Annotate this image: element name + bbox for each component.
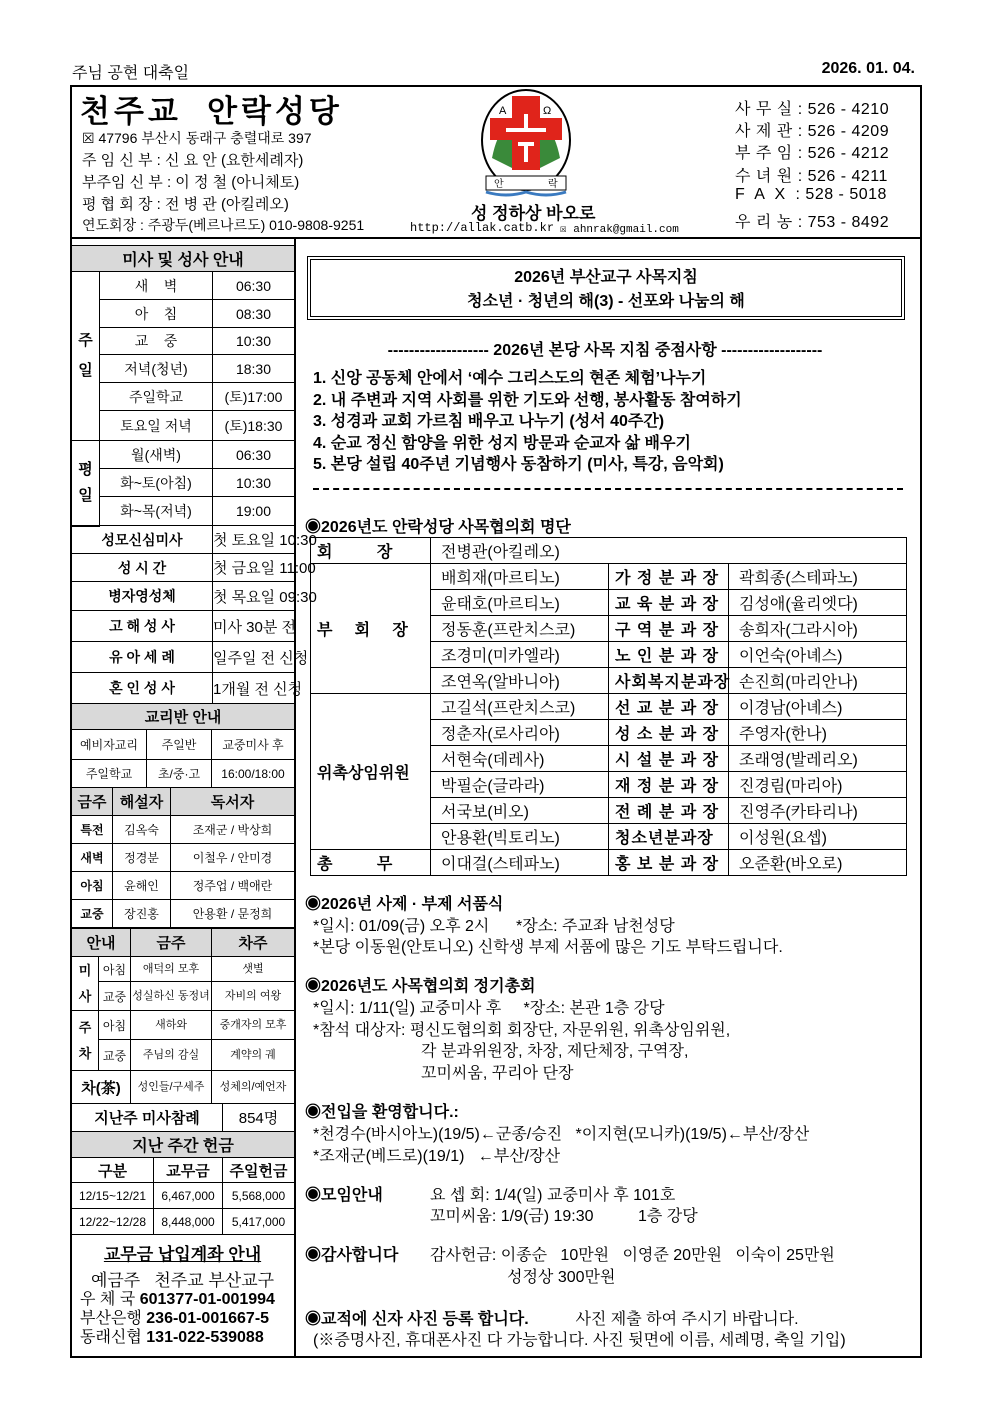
sacrament-time: 첫 토요일 10:30 — [213, 526, 295, 554]
alumni-president: 연도회장 : 주광두(베르나르도) 010-9808-9251 — [82, 217, 365, 233]
mass-row — [72, 497, 295, 526]
cell: 아침 — [72, 872, 113, 900]
website-link[interactable]: http://allak.catb.kr — [410, 221, 555, 235]
focus-item: 5. 본당 설립 40주년 기념행사 동참하기 (미사, 특강, 음악회) — [313, 456, 724, 473]
svg-text:안: 안 — [494, 179, 504, 190]
bank-account — [80, 1328, 294, 1347]
offering-title: 지난 주간 헌금 — [72, 1132, 295, 1158]
account-number: 131-022-539088 — [146, 1329, 264, 1346]
cell: 김옥숙 — [113, 816, 171, 844]
bank-account — [80, 1309, 294, 1328]
tea-row — [72, 1071, 295, 1104]
department: 재 정 분 과 장 — [609, 772, 729, 798]
cell: 초/중·고 — [147, 760, 212, 788]
department: 시 설 분 과 장 — [609, 746, 729, 772]
sacrament-row — [72, 673, 295, 704]
account-number: 601377-01-001994 — [139, 1291, 275, 1308]
department: 교 육 분 과 장 — [609, 590, 729, 616]
offering-title-row — [72, 1132, 295, 1158]
mass-time: 06:30 — [213, 441, 295, 469]
table-row — [72, 1011, 295, 1040]
cell: 회 장 — [311, 538, 431, 564]
mass-time: 06:30 — [213, 272, 295, 300]
cell: 안내 — [72, 929, 131, 957]
department-head: 이경남(아녜스) — [729, 694, 907, 720]
cell: 5,417,000 — [223, 1209, 295, 1235]
header-divider — [70, 237, 922, 239]
mass-time: 18:30 — [213, 355, 295, 383]
guideline-theme: 청소년 · 청년의 해(3) - 선포와 나눔의 해 — [467, 293, 745, 310]
cell: 교중 — [72, 900, 113, 928]
bank-name: 부산은행 — [80, 1310, 142, 1327]
attendance-label: 지난주 미사참례 — [72, 1104, 223, 1132]
cell: 정동훈(프란치스코) — [431, 616, 609, 642]
cell: 서현숙(데레사) — [431, 746, 609, 772]
cell: 안용환(빅토리노) — [431, 824, 609, 850]
mass-header-row — [72, 246, 295, 272]
cell: 서국보(비오) — [431, 798, 609, 824]
attendance-row — [72, 1104, 295, 1132]
hymns-header-row — [72, 929, 295, 957]
sacrament-name: 고 해 성 사 — [72, 611, 213, 642]
cell: 샛별 — [212, 957, 295, 982]
cell: 12/22~12/28 — [72, 1209, 154, 1235]
notice-title: ◉교적에 신자 사진 등록 합니다. — [305, 1311, 529, 1328]
department: 전 례 분 과 장 — [609, 798, 729, 824]
mass-row — [72, 441, 295, 469]
notice-line: 감사헌금: 이종순 10만원 이영준 20만원 이숙이 25만원 — [430, 1247, 835, 1264]
department-head: 주영자(한나) — [729, 720, 907, 746]
notice-line: *조재군(베드로)(19/1) ←부산/장산 — [313, 1148, 561, 1165]
cell: 차(茶) — [72, 1071, 131, 1104]
cell: 미 사 — [72, 957, 99, 1011]
department-head: 곽희종(스테파노) — [729, 564, 907, 590]
notice-line: 사진 제출 하여 주시기 바랍니다. — [571, 1311, 799, 1328]
offering-row — [72, 1183, 295, 1209]
mass-row — [72, 469, 295, 497]
contact-office: 사 무 실 : 526 - 4210 — [735, 101, 890, 118]
contact-fax: F A X : 528 - 5018 — [735, 186, 887, 203]
cell: 아침 — [99, 1011, 131, 1040]
cell: 장진홍 — [113, 900, 171, 928]
cell: 주일반 — [147, 730, 212, 760]
cell: 5,568,000 — [223, 1183, 295, 1209]
cell: 8,448,000 — [154, 1209, 223, 1235]
department-head: 손진희(마리안나) — [729, 668, 907, 694]
department-head: 송희자(그라시아) — [729, 616, 907, 642]
cell: 아침 — [99, 957, 131, 982]
cell: 독서자 — [171, 788, 295, 816]
svg-text:A: A — [499, 105, 507, 117]
department: 노 인 분 과 장 — [609, 642, 729, 668]
diocese-guideline-box — [307, 256, 905, 320]
table-row — [72, 730, 295, 760]
focus-item: 1. 신앙 공동체 안에서 ‘예수 그리스도의 현존 체험’나누기 — [313, 370, 707, 387]
table-row — [72, 1158, 295, 1183]
mass-time: 08:30 — [213, 300, 295, 328]
notice-line: 꼬미씨움, 꾸리아 단장 — [421, 1065, 574, 1082]
notice-line: *일시: 01/09(금) 오후 2시 *장소: 주교좌 남천성당 — [313, 918, 675, 935]
contact-rectory: 사 제 관 : 526 - 4209 — [735, 123, 890, 140]
department-head: 김성애(율리엣다) — [729, 590, 907, 616]
department-head: 진영주(카타리나) — [729, 798, 907, 824]
cell: 중개자의 모후 — [212, 1011, 295, 1040]
contact-assistant: 부 주 임 : 526 - 4212 — [735, 145, 890, 162]
mass-schedule-table — [71, 245, 317, 704]
cell: 주 차 — [72, 1011, 99, 1071]
mass-name: 새 벽 — [100, 272, 213, 300]
table-row — [72, 844, 295, 872]
cell: 교무금 — [154, 1158, 223, 1183]
sacrament-time: 1개월 전 신청 — [213, 673, 295, 704]
mass-time: 10:30 — [213, 328, 295, 355]
notice-line: *본당 이동원(안토니오) 신학생 부제 서품에 많은 기도 부탁드립니다. — [313, 939, 783, 956]
feast-name: 주님 공현 대축일 — [72, 65, 190, 82]
mass-row — [72, 272, 295, 300]
department: 가 정 분 과 장 — [609, 564, 729, 590]
cell: 정주업 / 백애란 — [171, 872, 295, 900]
account-holder: 예금주 천주교 부산교구 — [90, 1271, 275, 1290]
catechism-title: 교리반 안내 — [72, 704, 295, 730]
church-name: 천주교 안락성당 — [80, 94, 343, 129]
mass-time: (토)17:00 — [213, 383, 295, 411]
focus-list — [313, 368, 742, 476]
readers-header-row — [72, 788, 295, 816]
cell: 교중 — [99, 1040, 131, 1071]
cell: 구분 — [72, 1158, 154, 1183]
cell: 조재군 / 박상희 — [171, 816, 295, 844]
assistant-pastor: 부주임 신 부 : 이 정 철 (아니체토) — [82, 174, 300, 191]
department: 성 소 분 과 장 — [609, 720, 729, 746]
cell: 주일학교 — [72, 760, 147, 788]
department-head: 이언숙(아녜스) — [729, 642, 907, 668]
svg-text:Ω: Ω — [543, 105, 552, 117]
notice-title: ◉2026년도 사목협의회 정기총회 — [305, 978, 536, 995]
svg-text:락: 락 — [548, 179, 558, 190]
sacrament-row — [72, 611, 295, 642]
cell: 조연옥(알바니아) — [431, 668, 609, 694]
cell: 박필순(글라라) — [431, 772, 609, 798]
sacrament-row — [72, 582, 295, 611]
sacrament-time: 미사 30분 전 — [213, 611, 295, 642]
cell: 총 무 — [311, 850, 431, 876]
bulletin-date: 2026. 01. 04. — [821, 60, 915, 77]
bank-accounts — [80, 1290, 294, 1347]
council-row — [311, 694, 907, 720]
mass-time: 10:30 — [213, 469, 295, 497]
mass-name: 토요일 저녁 — [100, 411, 213, 441]
sacrament-name: 병자영성체 — [72, 582, 213, 611]
mass-name: 월(새벽) — [100, 441, 213, 469]
offering-row — [72, 1209, 295, 1235]
cell: 6,467,000 — [154, 1183, 223, 1209]
cell: 배희재(마르티노) — [431, 564, 609, 590]
table-row — [72, 957, 295, 982]
cell: 16:00/18:00 — [212, 760, 295, 788]
mass-row — [72, 411, 295, 441]
contact-urinong: 우 리 농 : 753 - 8492 — [735, 214, 890, 231]
cell: 안용환 / 문정희 — [171, 900, 295, 928]
cell: 이대걸(스테파노) — [431, 850, 609, 876]
focus-item: 4. 순교 정신 함양을 위한 성지 방문과 순교자 삶 배우기 — [313, 434, 691, 452]
email-link[interactable]: ☒ ahnrak@gmail.com — [560, 224, 679, 236]
bank-name: 동래신협 — [80, 1329, 142, 1346]
cell: 자비의 여왕 — [212, 982, 295, 1011]
notice-line: 각 분과위원장, 차장, 제단체장, 구역장, — [421, 1043, 689, 1060]
cell: 성체의/예언자 — [212, 1071, 295, 1104]
mass-name: 화~목(저녁) — [100, 497, 213, 526]
council-row — [311, 850, 907, 876]
readers-table — [71, 787, 295, 928]
cell: 특전 — [72, 816, 113, 844]
notice-title: ◉감사합니다 — [305, 1247, 399, 1264]
mass-row — [72, 383, 295, 411]
cell: 교중미사 후 — [212, 730, 295, 760]
cell: 계약의 궤 — [212, 1040, 295, 1071]
mass-row — [72, 300, 295, 328]
attendance-value: 854명 — [223, 1104, 295, 1132]
cell: 애덕의 모후 — [131, 957, 212, 982]
address: ☒ 47796 부산시 동래구 충렬대로 397 — [82, 130, 312, 146]
notice-line: 꼬미씨움: 1/9(금) 19:30 1층 강당 — [430, 1208, 698, 1225]
department-head: 조래영(발레리오) — [729, 746, 907, 772]
catechism-header-row — [72, 704, 295, 730]
account-number: 236-01-001667-5 — [146, 1310, 270, 1327]
department: 구 역 분 과 장 — [609, 616, 729, 642]
cell: 주일헌금 — [223, 1158, 295, 1183]
table-row — [72, 982, 295, 1011]
cell: 정경분 — [113, 844, 171, 872]
cell: 금주 — [131, 929, 212, 957]
mass-time: 19:00 — [213, 497, 295, 526]
mass-row — [72, 355, 295, 383]
department-head: 진경림(마리아) — [729, 772, 907, 798]
focus-heading: ------------------- 2026년 본당 사목 지침 중점사항 ------------------- — [387, 342, 823, 359]
cell: 예비자교리 — [72, 730, 147, 760]
notice-title: ◉모임안내 — [305, 1187, 383, 1204]
dashed-divider — [313, 488, 903, 490]
church-logo — [478, 88, 574, 200]
cell: 이철우 / 안미경 — [171, 844, 295, 872]
mass-name: 저녁(청년) — [100, 355, 213, 383]
department: 선 교 분 과 장 — [609, 694, 729, 720]
cell: 새하와 — [131, 1011, 212, 1040]
cell: 교중 — [99, 982, 131, 1011]
patron-saint: 성 정하상 바오로 — [471, 204, 596, 223]
notice-line: *천경수(바시아노)(19/5)←군종/승진 *이지현(모니카)(19/5)←부산/장산 — [313, 1126, 810, 1143]
sacrament-row — [72, 526, 295, 554]
sacrament-name: 성 시 간 — [72, 554, 213, 582]
cell: 윤태호(마르티노) — [431, 590, 609, 616]
cell: 주님의 감실 — [131, 1040, 212, 1071]
cell: 부 회 장 — [311, 564, 431, 694]
table-row — [72, 816, 295, 844]
focus-item: 2. 내 주변과 지역 사회를 위한 기도와 선행, 봉사활동 참여하기 — [313, 391, 742, 409]
cell: 해설자 — [113, 788, 171, 816]
council-row — [311, 564, 907, 590]
table-row — [72, 760, 295, 788]
cell: 성인들/구세주 — [131, 1071, 212, 1104]
sacrament-name: 유 아 세 례 — [72, 642, 213, 673]
sacrament-name: 성모신심미사 — [72, 526, 213, 554]
cell: 조경미(미카엘라) — [431, 642, 609, 668]
council-table — [310, 537, 907, 876]
cell: 전병관(아킬레오) — [431, 538, 907, 564]
catechism-table — [71, 703, 295, 788]
focus-item: 3. 성경과 교회 가르침 배우고 나누기 (성서 40주간) — [313, 413, 665, 430]
mass-row — [72, 328, 295, 355]
council-president: 평 협 회 장 : 전 병 관 (아킬레오) — [82, 196, 289, 213]
notice-title: ◉2026년 사제 · 부제 서품식 — [305, 896, 504, 913]
department: 사회복지분과장 — [609, 668, 729, 694]
sunday-label: 주 일 — [72, 272, 100, 441]
council-title: ◉2026년도 안락성당 사목협의회 명단 — [305, 519, 571, 536]
cell: 윤해인 — [113, 872, 171, 900]
notice-line: 성정상 300만원 — [507, 1269, 616, 1286]
department: 홍 보 분 과 장 — [609, 850, 729, 876]
notice-line: (※증명사진, 휴대폰사진 다 가능합니다. 사진 뒷면에 이름, 세례명, 축일 기입) — [313, 1332, 846, 1349]
notice-title: ◉전입을 환영합니다.: — [305, 1104, 459, 1121]
sacrament-time: 첫 목요일 09:30 — [213, 582, 295, 611]
hymns-table — [71, 928, 295, 1104]
cell: 위촉상임위원 — [311, 694, 431, 850]
mass-time: (토)18:30 — [213, 411, 295, 441]
pastor: 주 임 신 부 : 신 요 안 (요한세례자) — [82, 152, 304, 169]
department: 청소년분과장 — [609, 824, 729, 850]
notice-line: *참석 대상자: 평신도협의회 회장단, 자문위원, 위촉상임위원, — [313, 1022, 731, 1039]
mass-name: 주일학교 — [100, 383, 213, 411]
council-row — [311, 538, 907, 564]
mass-title: 미사 및 성사 안내 — [72, 246, 295, 272]
sacrament-row — [72, 642, 295, 673]
sacrament-time: 일주일 전 신청 — [213, 642, 295, 673]
cell: 성실하신 동정녀 — [131, 982, 212, 1011]
cell: 정춘자(로사리아) — [431, 720, 609, 746]
table-row — [72, 1040, 295, 1071]
account-title: 교무금 납입계좌 안내 — [103, 1245, 262, 1264]
bank-account — [80, 1290, 294, 1309]
mass-name: 아 침 — [100, 300, 213, 328]
mass-name: 교 중 — [100, 328, 213, 355]
guideline-title: 2026년 부산교구 사목지침 — [514, 269, 698, 286]
notice-line: *일시: 1/11(일) 교중미사 후 *장소: 본관 1층 강당 — [313, 1000, 665, 1017]
cell: 12/15~12/21 — [72, 1183, 154, 1209]
offering-table — [71, 1103, 295, 1235]
sacrament-time: 첫 금요일 11:00 — [213, 554, 295, 582]
notice-line: 요 셉 회: 1/4(일) 교중미사 후 101호 — [430, 1187, 676, 1204]
department-head: 오준환(바오로) — [729, 850, 907, 876]
department-head: 이성원(요셉) — [729, 824, 907, 850]
table-row — [72, 900, 295, 928]
mass-name: 화~토(아침) — [100, 469, 213, 497]
cell: 새벽 — [72, 844, 113, 872]
account-section — [71, 1240, 294, 1291]
sacrament-row — [72, 554, 295, 582]
cell: 금주 — [72, 788, 113, 816]
table-row — [72, 872, 295, 900]
contact-convent: 수 녀 원 : 526 - 4211 — [735, 168, 888, 185]
cell: 고길석(프란치스코) — [431, 694, 609, 720]
sacrament-name: 혼 인 성 사 — [72, 673, 213, 704]
bank-name: 우 체 국 — [80, 1291, 136, 1308]
weekday-label: 평 일 — [72, 441, 100, 526]
cell: 차주 — [212, 929, 295, 957]
